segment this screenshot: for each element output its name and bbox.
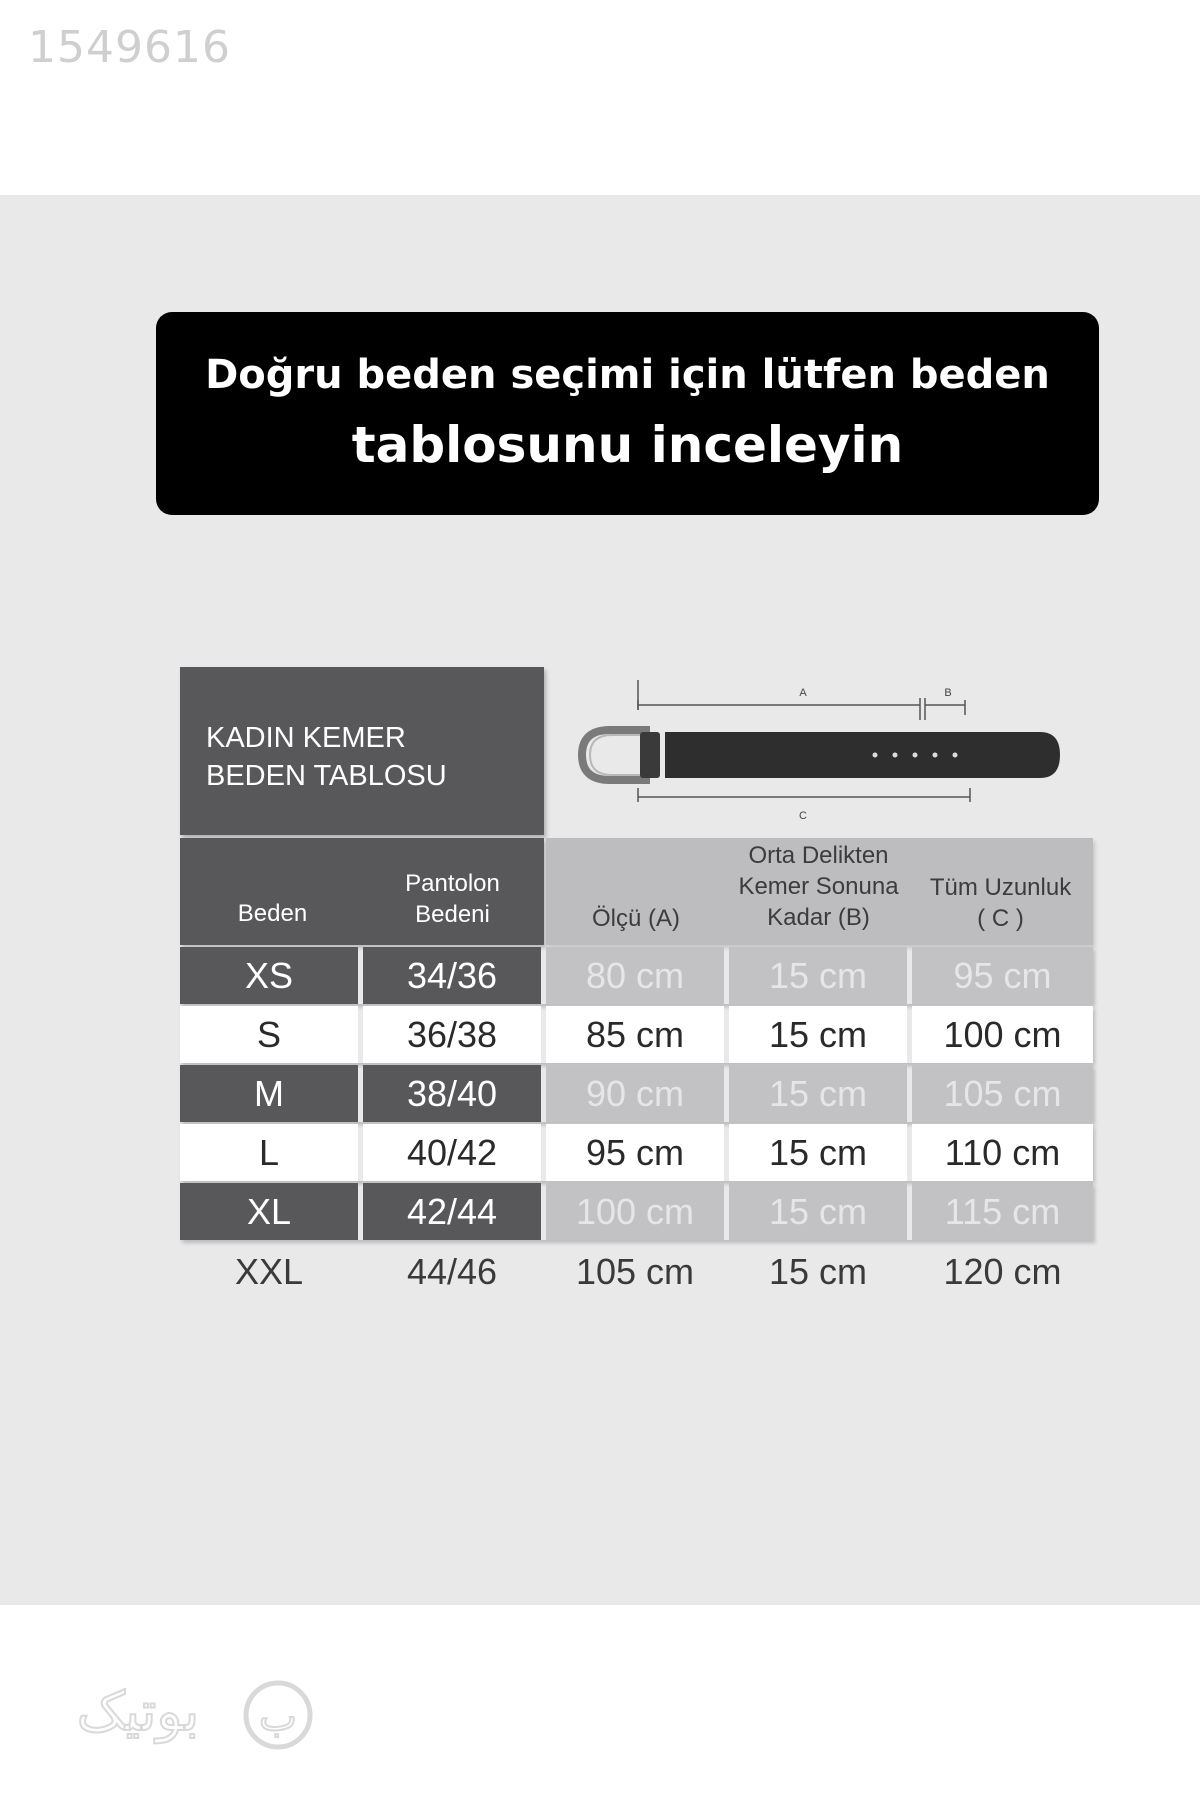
chart-title-line-1: KADIN KEMER xyxy=(206,722,406,754)
banner-line-1: Doğru beden seçimi için lütfen beden xyxy=(205,352,1050,398)
table-row xyxy=(180,947,1093,1004)
cell-a: 95 cm xyxy=(546,1124,724,1181)
table-row xyxy=(180,1243,1093,1300)
cell-a: 80 cm xyxy=(546,947,724,1004)
table-row xyxy=(180,1006,1093,1063)
chart-title-box xyxy=(180,667,544,835)
table-row xyxy=(180,1124,1093,1181)
chart-title xyxy=(206,719,447,795)
belt-hole xyxy=(893,753,898,758)
header-olcu: Ölçü (A) xyxy=(591,905,680,932)
banner-line-2: tablosunu inceleyin xyxy=(351,416,904,474)
header-orta: Orta Delikten Kemer Sonuna Kadar (B) xyxy=(738,842,899,931)
dim-c-label: C xyxy=(799,810,807,822)
cell-a: 85 cm xyxy=(546,1006,724,1063)
table-row xyxy=(180,1065,1093,1122)
header-dark xyxy=(180,838,544,945)
cell-pants: 40/42 xyxy=(363,1124,541,1181)
header-pantolon: Pantolon Bedeni xyxy=(405,870,500,928)
belt-hole xyxy=(933,753,938,758)
header-tum: Tüm Uzunluk ( C ) xyxy=(929,874,1072,932)
header-beden: Beden xyxy=(237,900,308,927)
cell-pants: 44/46 xyxy=(406,1251,498,1292)
cell-size: L xyxy=(180,1124,358,1181)
cell-size: M xyxy=(180,1065,358,1122)
cell-size: XL xyxy=(180,1183,358,1240)
cell-c: 120 cm xyxy=(943,1251,1062,1292)
cell-pants: 36/38 xyxy=(363,1006,541,1063)
cell-pants: 42/44 xyxy=(363,1183,541,1240)
cell-a: 100 cm xyxy=(546,1183,724,1240)
cell-b: 15 cm xyxy=(729,947,907,1004)
chart-title-line-2: BEDEN TABLOSU xyxy=(206,760,447,792)
cell-c: 105 cm xyxy=(912,1065,1093,1122)
cell-size: S xyxy=(180,1006,358,1063)
cell-a: 105 cm xyxy=(575,1251,695,1292)
instruction-banner xyxy=(156,312,1099,515)
cell-b: 15 cm xyxy=(729,1124,907,1181)
table-row xyxy=(180,1183,1093,1240)
belt-hole xyxy=(953,753,958,758)
cell-c: 110 cm xyxy=(912,1124,1093,1181)
cell-size: XXL xyxy=(234,1251,304,1292)
belt-keeper xyxy=(640,732,660,778)
cell-b: 15 cm xyxy=(768,1251,868,1292)
belt-strap xyxy=(665,732,1060,778)
belt-hole xyxy=(913,753,918,758)
watermark-text: بوتیک xyxy=(76,1680,200,1743)
dim-b-label: B xyxy=(944,687,952,699)
header-light xyxy=(546,838,1093,945)
cell-b: 15 cm xyxy=(729,1183,907,1240)
cell-a: 90 cm xyxy=(546,1065,724,1122)
product-id: 1549616 xyxy=(28,22,231,73)
belt-icon xyxy=(570,680,1070,830)
cell-size: XS xyxy=(180,947,358,1004)
ba-logo-icon xyxy=(26,1668,326,1763)
cell-b: 15 cm xyxy=(729,1065,907,1122)
cell-b: 15 cm xyxy=(729,1006,907,1063)
cell-c: 115 cm xyxy=(912,1183,1093,1240)
cell-c: 100 cm xyxy=(912,1006,1093,1063)
watermark-letter: ب xyxy=(259,1694,297,1740)
cell-pants: 34/36 xyxy=(363,947,541,1004)
belt-buckle xyxy=(582,730,650,780)
dim-a-label: A xyxy=(799,687,807,699)
cell-c: 95 cm xyxy=(912,947,1093,1004)
belt-hole xyxy=(873,753,878,758)
cell-pants: 38/40 xyxy=(363,1065,541,1122)
